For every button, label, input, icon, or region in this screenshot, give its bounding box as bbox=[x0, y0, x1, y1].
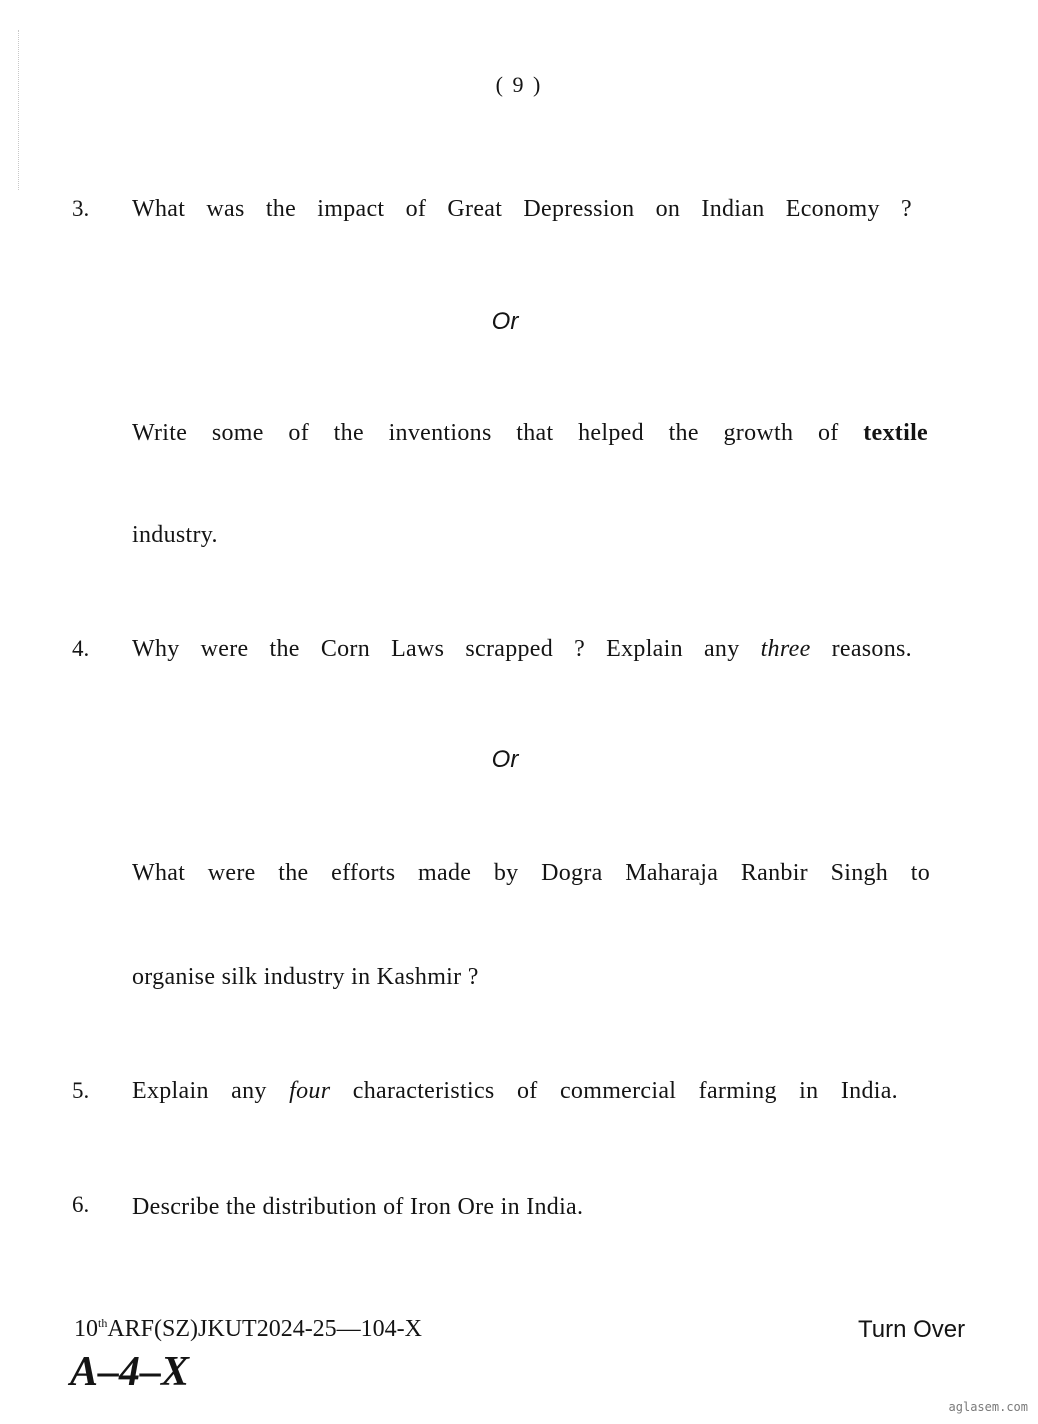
paper-code-prefix: 10 bbox=[74, 1316, 98, 1342]
question-4-or: Or bbox=[491, 746, 519, 773]
question-3-text: What was the impact of Great Depression on Indian Economy ? bbox=[132, 196, 912, 222]
paper-set: A–4–X bbox=[70, 1349, 190, 1395]
question-5-number: 5. bbox=[72, 1078, 90, 1103]
paper-code bbox=[74, 1316, 422, 1343]
question-6-number: 6. bbox=[72, 1192, 90, 1217]
question-4-alt-line-2: organise silk industry in Kashmir ? bbox=[132, 964, 479, 990]
question-5-text-b: characteristics of commercial farming in India. bbox=[352, 1078, 898, 1104]
watermark: aglasem.com bbox=[948, 1400, 1028, 1414]
question-6-text: Describe the distribution of Iron Ore in India. bbox=[132, 1194, 584, 1220]
margin-line bbox=[18, 30, 19, 190]
question-4-emphasis: three bbox=[760, 636, 811, 662]
paper-code-rest: ARF(SZ)JKUT2024-25—104-X bbox=[107, 1316, 423, 1342]
question-5-emphasis: four bbox=[289, 1078, 331, 1104]
question-4-text-b: reasons. bbox=[831, 636, 912, 662]
question-4-number: 4. bbox=[72, 636, 90, 661]
question-3-number: 3. bbox=[72, 196, 90, 221]
question-5-text-a: Explain any bbox=[132, 1078, 267, 1104]
question-4-alt-line-1: What were the efforts made by Dogra Maharaja Ranbir Singh to bbox=[132, 860, 930, 886]
question-3-alt-bold: textile bbox=[863, 420, 928, 446]
question-3-alt-text: Write some of the inventions that helped the growth of bbox=[132, 420, 839, 446]
question-3-or: Or bbox=[491, 308, 519, 335]
question-3-alt-line-2: industry. bbox=[132, 522, 218, 548]
question-4-text-a: Why were the Corn Laws scrapped ? Explain any bbox=[132, 636, 740, 662]
question-4-text bbox=[132, 636, 912, 663]
page-number: ( 9 ) bbox=[495, 72, 543, 97]
question-5-text bbox=[132, 1078, 898, 1105]
paper-code-sup: th bbox=[98, 1316, 108, 1330]
turn-over-label: Turn Over bbox=[858, 1316, 966, 1343]
question-3-alt-line-1 bbox=[132, 420, 928, 447]
